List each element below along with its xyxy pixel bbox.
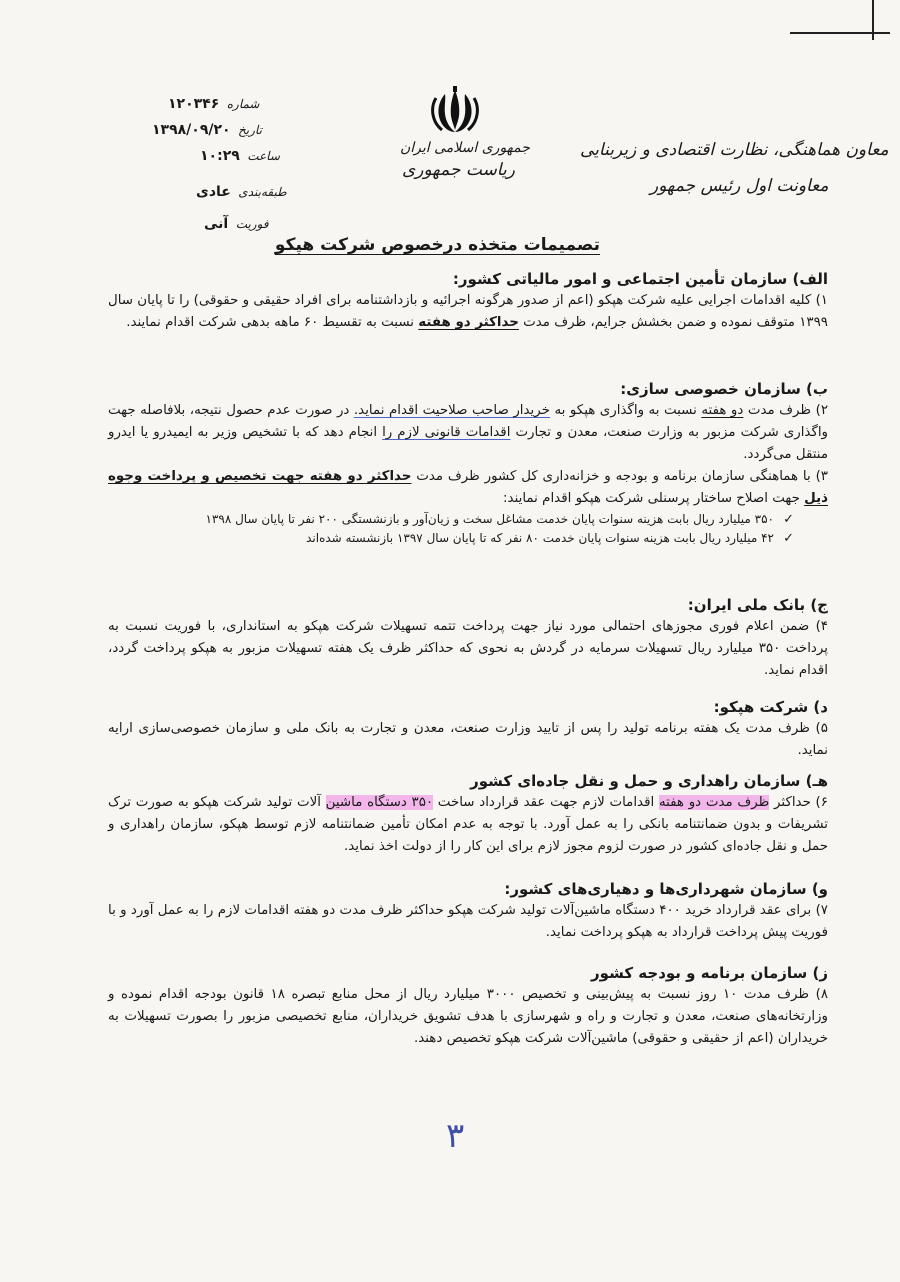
letter-time-label: ساعت	[247, 149, 280, 163]
clause-1-underline: حداکثر دو هفته	[418, 315, 519, 330]
clause-6	[108, 792, 828, 858]
letter-number	[168, 96, 259, 112]
letter-priority	[204, 216, 269, 232]
letter-classification-value: عادی	[196, 184, 231, 200]
clause-4: ۴) ضمن اعلام فوری مجوزهای احتمالی مورد نیاز جهت پرداخت تتمه تسهیلات شرکت هپکو به استانداری، با فوریت نسبت به پرداخت ۳۵۰ میلیارد ریال تسهیلات سرمایه در گردش به نحوی که حداکثر ظرف یک هفته تسهیلات مزبور به هپکو پرداخت گردد، اقدام نماید.	[108, 619, 828, 678]
clause-2-text-c: در صورت عدم حصول نتیجه، بلافاصله جهت واگذاری شرکت مزبور به وزارت صنعت، معدن و تجارت	[108, 403, 829, 440]
letter-number-label: شماره	[226, 97, 260, 111]
page-number: ۳	[446, 1116, 465, 1156]
letter-priority-label: فوریت	[235, 217, 269, 231]
check-mark-icon: ✓	[783, 531, 794, 546]
clause-7: ۷) برای عقد قرارداد خرید ۴۰۰ دستگاه ماشین‌آلات تولید شرکت هپکو حداکثر ظرف مدت دو هفته اقدامات لازم را به عمل آورد و با فوریت پیش پرداخت قرارداد به هپکو پرداخت نماید.	[108, 903, 828, 940]
section-e-heading: هـ) سازمان راهداری و حمل و نقل جاده‌ای کشور	[470, 772, 828, 790]
clause-3-bullet-1-text: ۳۵۰ میلیارد ریال بابت هزینه سنوات پایان خدمت مشاغل سخت و زیان‌آور و بازنشستگی ۲۰۰ نفر تا پایان سال ۱۳۹۸	[205, 512, 774, 526]
header-right-line2: معاونت اول رئیس جمهور	[650, 176, 829, 196]
letter-date	[152, 122, 262, 138]
letter-date-value: ۱۳۹۸/۰۹/۲۰	[152, 122, 231, 138]
clause-2-underline-b: خریدار صاحب صلاحیت اقدام نماید.	[353, 403, 550, 418]
clause-3-underline: حداکثر دو هفته جهت تخصیص و پرداخت وجوه ذیل	[108, 469, 828, 506]
section-a	[108, 268, 828, 334]
section-g-heading: ز) سازمان برنامه و بودجه کشور	[591, 964, 828, 982]
clause-1	[108, 290, 828, 334]
clause-2-text-a: ۲) ظرف مدت	[747, 403, 829, 418]
clause-6-text-a: ۶) حداکثر	[774, 795, 828, 810]
letter-time-value: ۱۰:۲۹	[200, 148, 240, 164]
clause-2-text-d: انجام دهد که با تشخیص وزیر به ایمیدرو یا ایدرو منتقل می‌گردد.	[108, 425, 828, 462]
clause-8: ۸) ظرف مدت ۱۰ روز نسبت به پیش‌بینی و تخصیص ۳۰۰۰ میلیارد ریال از محل منابع تبصره ۱۸ قانون بودجه اقدام نموده و وزارتخانه‌های صنعت، معدن و تجارت و راه و شهرسازی با هدف تشویق خریداران، منابع تخصیصی مزبور را بصورت تسهیلات به خریداران (اعم از حقیقی و حقوقی) ماشین‌آلات شرکت هپکو تخصیص دهند.	[108, 987, 829, 1046]
clause-3-bullet-2	[108, 529, 794, 548]
section-b	[108, 378, 828, 548]
letter-classification-label: طبقه‌بندی	[238, 185, 287, 199]
letter-classification	[196, 184, 287, 200]
section-f-heading: و) سازمان شهرداری‌ها و دهیاری‌های کشور:	[504, 880, 828, 898]
section-g	[108, 962, 828, 1050]
clause-2	[108, 400, 828, 466]
corner-rule	[790, 32, 890, 34]
corner-rule-vertical	[872, 0, 874, 40]
clause-3-bullet-2-text: ۴۲ میلیارد ریال بابت هزینه سنوات پایان خدمت ۸۰ نفر که تا پایان سال ۱۳۹۷ بازنشسته شده‌اند	[306, 531, 774, 545]
clause-3	[108, 466, 828, 510]
check-mark-icon: ✓	[783, 512, 794, 527]
section-e	[108, 770, 828, 858]
letter-time	[200, 148, 280, 164]
clause-3-text-b: جهت اصلاح ساختار پرسنلی شرکت هپکو اقدام نمایند:	[503, 491, 800, 506]
section-d-heading: د) شرکت هپکو:	[713, 698, 828, 716]
clause-2-text-b: نسبت به واگذاری هپکو به	[554, 403, 697, 418]
header-center-line1: جمهوری اسلامی ایران	[400, 140, 530, 156]
clause-1-text-b: نسبت به تقسیط ۶۰ ماهه بدهی شرکت اقدام نمایند.	[126, 315, 415, 330]
clause-6-text-b: اقدامات لازم جهت عقد قرارداد ساخت	[437, 795, 655, 810]
section-c	[108, 594, 828, 682]
section-b-heading: ب) سازمان خصوصی سازی:	[620, 380, 828, 398]
clause-2-underline-a: دو هفته	[701, 403, 744, 418]
clause-3-text-a: ۳) با هماهنگی سازمان برنامه و بودجه و خزانه‌داری کل کشور ظرف مدت	[416, 469, 828, 484]
letter-date-label: تاریخ	[238, 123, 262, 137]
iran-emblem-icon	[426, 84, 484, 138]
clause-5: ۵) ظرف مدت یک هفته برنامه تولید را پس از تایید وزارت صنعت، معدن و تجارت به بانک ملی و سازمان خصوصی‌سازی ارایه نماید.	[108, 721, 828, 758]
section-d	[108, 696, 828, 762]
header-right-line1: معاون هماهنگی، نظارت اقتصادی و زیربنایی	[580, 140, 889, 160]
clause-6-highlight-a: ظرف مدت دو هفته	[658, 795, 770, 810]
clause-6-highlight-b: ۳۵۰ دستگاه ماشین	[325, 795, 434, 810]
letter-priority-value: آنی	[204, 216, 229, 232]
section-c-heading: ج) بانک ملی ایران:	[687, 596, 828, 614]
section-a-heading: الف) سازمان تأمین اجتماعی و امور مالیاتی کشور:	[452, 270, 828, 288]
document-title: تصمیمات متخذه درخصوص شرکت هپکو	[274, 235, 600, 255]
clause-6-text-c: آلات تولید شرکت هپکو به صورت ترک تشریفات و بدون ضمانتنامه بانکی را به عمل آورد. با توجه به عدم امکان تأمین ضمانتنامه لازم توسط هپکو، سازمان راهداری و حمل و نقل جاده‌ای کشور در صورت لزوم مجوز لازم برای این کار را از دولت اخذ نماید.	[108, 795, 828, 854]
header-center-line2: ریاست جمهوری	[402, 160, 515, 180]
clause-1-text-a: ۱) کلیه اقدامات اجرایی علیه شرکت هپکو (اعم از صدور هرگونه اجرائیه و بازداشتنامه برای افراد حقیقی و حقوقی) را تا پایان سال ۱۳۹۹ متوقف نموده و ضمن بخشش جرایم، ظرف مدت	[108, 293, 828, 330]
section-f	[108, 878, 828, 944]
clause-2-underline-c: اقدامات قانونی لازم را	[382, 425, 511, 440]
clause-3-bullet-1	[108, 510, 794, 529]
letter-number-value: ۱۲۰۳۴۶	[168, 96, 220, 112]
